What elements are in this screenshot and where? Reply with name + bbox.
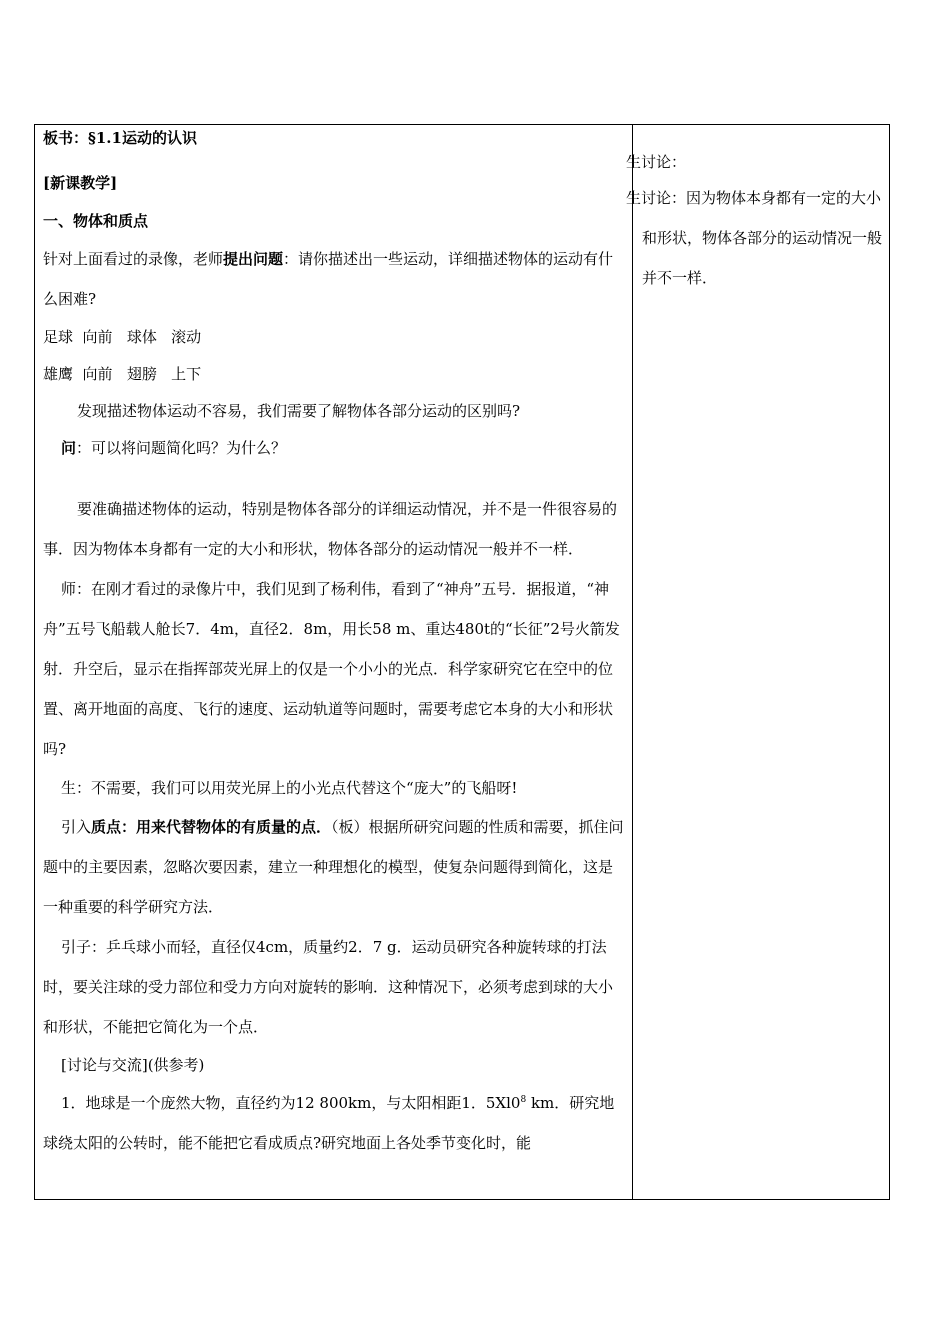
paragraph-student: 生：不需要，我们可以用荧光屏上的小光点代替这个“庞大”的飞船呀! bbox=[61, 779, 518, 797]
p9-text-a: 1．地球是一个庞然大物，直径约为12 800km，与太阳相距1．5Xl0 bbox=[61, 1094, 521, 1112]
new-lesson-heading: [新课教学] bbox=[43, 174, 118, 192]
student-discussion-1: 生讨论： bbox=[626, 153, 687, 171]
p1-text-a: 针对上面看过的录像，老师 bbox=[43, 250, 224, 268]
paragraph-question bbox=[43, 239, 625, 319]
p1-text-c: ：请你描述出一些运动，详细描述物体的运动有什么困难? bbox=[43, 250, 614, 308]
section-heading: 一、物体和质点 bbox=[43, 212, 149, 230]
right-column bbox=[626, 124, 888, 298]
p6-text-c: （板）根据所研究问题的性质和需要，抓住问题中的主要因素，忽略次要因素，建立一种理想化的模型，使复杂问题得到简化，这是一种重要的科学研究方法． bbox=[43, 818, 624, 916]
paragraph-earth bbox=[43, 1083, 625, 1163]
paragraph-explain: 要准确描述物体的运动，特别是物体各部分的详细运动情况，并不是一件很容易的事．因为物体本身都有一定的大小和形状，物体各部分的运动情况一般并不一样． bbox=[43, 500, 618, 558]
paragraph-teacher: 师：在刚才看过的录像片中，我们见到了杨利伟，看到了“神舟”五号．据报道，“神舟”五号飞船载人舱长7．4m，直径2．8m，用长58 m、重达480t的“长征”2号火箭发射．升空后，显示在指挥部荧光屏上的仅是一个小小的光点．科学家研究它在空中的位置、离开地面的高度、飞行的速度、运动轨道等问题时，需要考虑它本身的大小和形状吗? bbox=[43, 580, 620, 758]
example-eagle: 雄鹰 向前 翅膀 上下 bbox=[43, 365, 202, 383]
p9-text-b: km．研究地球绕太阳的公转时，能不能把它看成质点?研究地面上各处季节变化时，能 bbox=[43, 1094, 615, 1152]
student-discussion-2: 生讨论：因为物体本身都有一定的大小和形状，物体各部分的运动情况一般并不一样． bbox=[626, 189, 883, 287]
discussion-heading: [讨论与交流](供参考) bbox=[61, 1056, 205, 1074]
p6-text-a: 引入 bbox=[61, 818, 92, 836]
p9-exponent: 8 bbox=[520, 1095, 527, 1105]
paragraph-particle bbox=[43, 807, 625, 927]
blackboard-title: 板书：§1.1运动的认识 bbox=[43, 129, 197, 147]
example-football: 足球 向前 球体 滚动 bbox=[43, 328, 202, 346]
particle-definition: 质点：用来代替物体的有质量的点． bbox=[91, 818, 332, 836]
paragraph-discover: 发现描述物体运动不容易，我们需要了解物体各部分运动的区别吗? bbox=[77, 402, 521, 420]
ask-text: ：可以将问题简化吗？为什么？ bbox=[76, 439, 287, 457]
ask-label: 问 bbox=[61, 439, 77, 457]
left-column bbox=[43, 124, 625, 1163]
p1-bold: 提出问题 bbox=[223, 250, 284, 268]
paragraph-ask bbox=[43, 430, 625, 467]
paragraph-pingpong: 引子：乒乓球小而轻，直径仅4cm，质量约2．7 g．运动员研究各种旋转球的打法时，要关注球的受力部位和受力方向对旋转的影响．这种情况下，必须考虑到球的大小和形状，不能把它简化为一个点． bbox=[43, 938, 614, 1036]
